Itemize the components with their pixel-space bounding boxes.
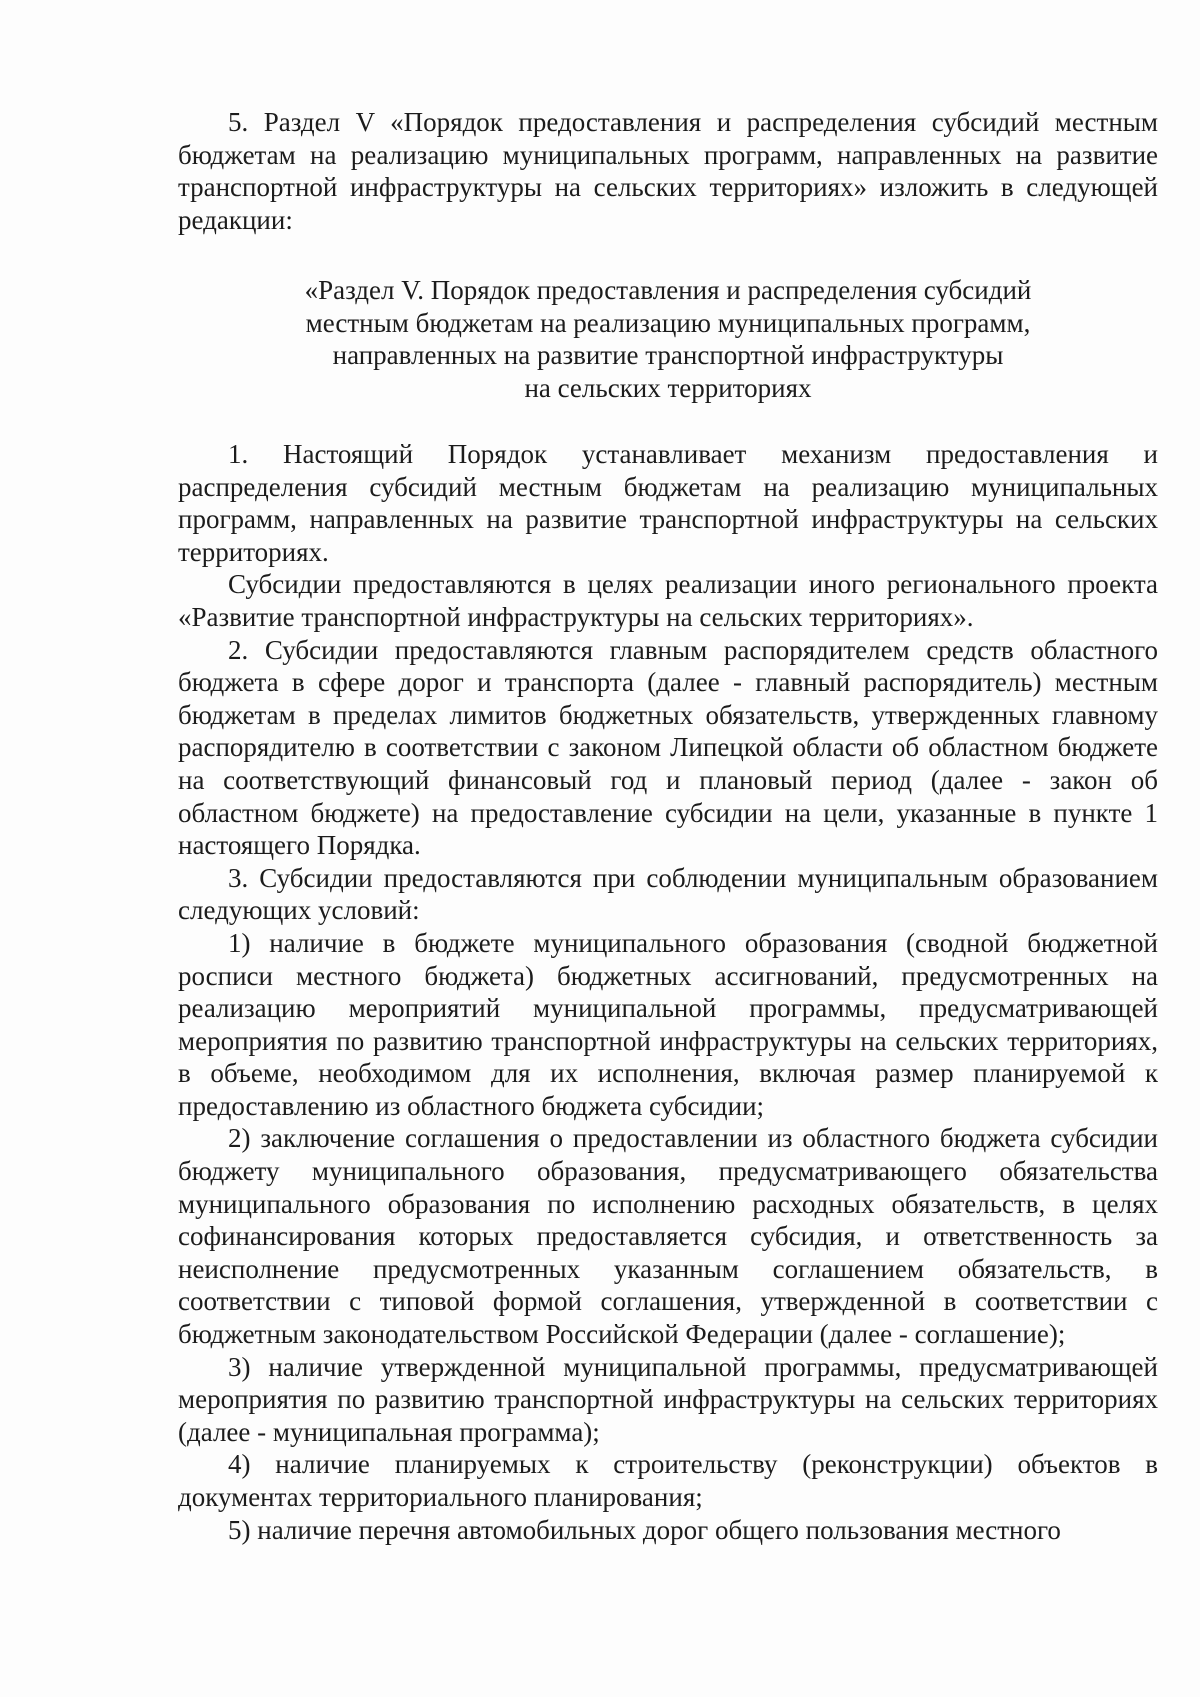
condition-3: 3) наличие утвержденной муниципальной программы, предусматривающей мероприятия по развитию транспортной инфраструктуры на сельских территориях (далее - муниципальная программа);: [178, 1351, 1158, 1447]
paragraph-item-2: 2. Субсидии предоставляются главным распорядителем средств областного бюджета в сфере дорог и транспорта (далее - главный распорядитель) местным бюджетам в пределах лимитов бюджетных обязательств, утвержденных главному распорядителю в соответствии с законом Липецкой области об областном бюджете на соответствующий финансовый год и плановый период (далее - закон об областном бюджете) на предоставление субсидии на цели, указанные в пункте 1 настоящего Порядка.: [178, 634, 1158, 861]
section-heading: [178, 274, 1158, 404]
paragraph-item-1: 1. Настоящий Порядок устанавливает механизм предоставления и распределения субсидий местным бюджетам на реализацию муниципальных программ, направленных на развитие транспортной инфраструктуры на сельских территориях.: [178, 439, 1158, 567]
section-heading-line-3: направленных на развитие транспортной инфраструктуры: [332, 340, 1004, 371]
paragraph-subsidies-purpose: Субсидии предоставляются в целях реализации иного регионального проекта «Развитие транспортной инфраструктуры на сельских территориях».: [178, 569, 1158, 632]
condition-1: 1) наличие в бюджете муниципального образования (сводной бюджетной росписи местного бюджета) бюджетных ассигнований, предусмотренных на реализацию мероприятий муниципальной программы, предусматривающей мероприятия по развитию транспортной инфраструктуры на сельских территориях, в объеме, необходимом для их исполнения, включая размер планируемой к предоставлению из областного бюджета субсидии;: [178, 927, 1158, 1121]
intro-paragraph: 5. Раздел V «Порядок предоставления и распределения субсидий местным бюджетам на реализацию муниципальных программ, направленных на развитие транспортной инфраструктуры на сельских территориях» изложить в следующей редакции:: [178, 107, 1158, 235]
spacer: [178, 404, 1158, 438]
paragraph-item-3: 3. Субсидии предоставляются при соблюдении муниципальным образованием следующих условий:: [178, 862, 1158, 926]
condition-2: 2) заключение соглашения о предоставлении из областного бюджета субсидии бюджету муниципального образования, предусматривающего обязательства муниципального образования по исполнению расходных обязательств, в целях софинансирования которых предоставляется субсидия, и ответственность за неисполнение предусмотренных указанным соглашением обязательств, в соответствии с типовой формой соглашения, утвержденной в соответствии с бюджетным законодательством Российской Федерации (далее - соглашение);: [178, 1123, 1158, 1350]
section-heading-line-4: на сельских территориях: [524, 372, 812, 403]
document-body: [178, 106, 1158, 1546]
section-heading-line-2: местным бюджетам на реализацию муниципальных программ,: [305, 307, 1031, 338]
condition-4: 4) наличие планируемых к строительству (реконструкции) объектов в документах территориального планирования;: [178, 1449, 1158, 1512]
condition-5: 5) наличие перечня автомобильных дорог общего пользования местного: [228, 1514, 1061, 1545]
section-heading-line-1: «Раздел V. Порядок предоставления и распределения субсидий: [304, 275, 1032, 306]
